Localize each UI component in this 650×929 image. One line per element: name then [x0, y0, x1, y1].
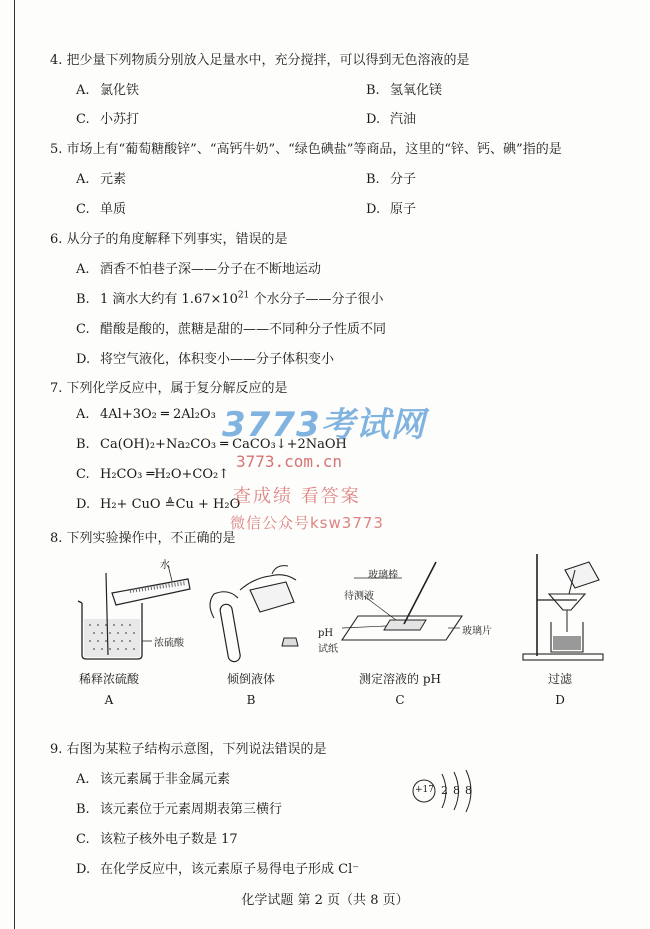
shell-3-electrons: 8 — [465, 784, 472, 797]
question-8-stem: 8. 下列实验操作中，不正确的是 — [50, 531, 236, 546]
q7-option-d[interactable]: D. H₂+ CuO ≜Cu + H₂O — [76, 497, 241, 512]
question-6-stem: 6. 从分子的角度解释下列事实，错误的是 — [50, 232, 288, 247]
figure-d-filtration — [515, 548, 610, 666]
q9-option-b[interactable]: B. 该元素位于元素周期表第三横行 — [76, 802, 283, 817]
shell-1-electrons: 2 — [441, 784, 448, 797]
figure-a-label-acid: 浓硫酸 — [154, 638, 184, 649]
q6-option-b[interactable]: B. 1 滴水大约有 $1.67\times 10^{21}$ 个水分子——分子很小 — [76, 290, 384, 307]
figure-a-label-water: 水 — [160, 560, 170, 571]
page-footer: 化学试题 第 2 页（共 8 页） — [241, 893, 409, 908]
figure-a-letter[interactable]: A — [104, 693, 114, 707]
figure-b-caption: 倾倒液体 — [226, 672, 275, 686]
question-9-stem: 9. 右图为某粒子结构示意图，下列说法错误的是 — [50, 742, 327, 757]
question-5-stem: 5. 市场上有“葡萄糖酸锌”、“高钙牛奶”、“绿色碘盐”等商品，这里的“锌、钙、碘”指的是 — [50, 142, 562, 157]
q9-option-d[interactable]: D. 在化学反应中，该元素原子易得电子形成 Cl⁻ — [76, 862, 360, 877]
q5-option-c[interactable]: C. 单质 — [76, 202, 127, 217]
shell-2-electrons: 8 — [453, 784, 460, 797]
question-7-stem: 7. 下列化学反应中，属于复分解反应的是 — [50, 381, 288, 396]
q7-option-b[interactable]: B. Ca(OH)₂+Na₂CO₃ ═ CaCO₃↓+2NaOH — [76, 437, 347, 452]
watermark-wechat: 微信公众号ksw3773 — [230, 514, 384, 532]
q5-option-d[interactable]: D. 原子 — [366, 202, 417, 217]
question-4-stem: 4. 把少量下列物质分别放入足量水中，充分搅拌，可以得到无色溶液的是 — [50, 53, 470, 68]
watermark-logo: 3773考试网 — [222, 405, 426, 445]
q7-option-c[interactable]: C. H₂CO₃ ═H₂O+CO₂↑ — [76, 467, 230, 482]
watermark-url: 3773.com.cn — [236, 452, 342, 471]
q6-option-c[interactable]: C. 醋酸是酸的，蔗糖是甜的——不同种分子性质不同 — [76, 322, 387, 337]
q4-option-c[interactable]: C. 小苏打 — [76, 112, 140, 127]
figure-c-caption: 测定溶液的 pH — [359, 672, 441, 686]
q9-option-c[interactable]: C. 该粒子核外电子数是 17 — [76, 832, 238, 847]
figure-c-label-ph: pH — [318, 628, 334, 639]
watermark-slogan: 查成绩 看答案 — [233, 486, 361, 507]
q4-option-d[interactable]: D. 汽油 — [366, 112, 417, 127]
q4-option-a[interactable]: A. 氯化铁 — [76, 83, 140, 98]
figure-c-label-solution: 待测液 — [344, 591, 374, 602]
q5-option-a[interactable]: A. 元素 — [76, 172, 127, 187]
figure-d-caption: 过滤 — [547, 672, 572, 686]
figure-c-measuring-ph — [330, 558, 480, 658]
figure-c-label-glass: 玻璃片 — [462, 626, 492, 637]
q4-option-b[interactable]: B. 氢氧化镁 — [366, 83, 443, 98]
figure-c-label-rod: 玻璃棒 — [368, 570, 398, 581]
figure-c-letter[interactable]: C — [395, 693, 405, 707]
q9-option-a[interactable]: A. 该元素属于非金属元素 — [76, 772, 231, 787]
q7-option-a[interactable]: A. 4Al+3O₂ ═ 2Al₂O₃ — [76, 407, 216, 422]
q6-option-a[interactable]: A. 酒香不怕巷子深——分子在不断地运动 — [76, 262, 322, 277]
figure-b-pouring-liquid — [200, 560, 310, 670]
particle-structure-diagram — [408, 766, 488, 816]
q6-option-d[interactable]: D. 将空气液化，体积变小——分子体积变小 — [76, 352, 335, 367]
q5-option-b[interactable]: B. 分子 — [366, 172, 417, 187]
figure-b-letter[interactable]: B — [246, 693, 256, 707]
figure-c-label-paper: 试纸 — [318, 644, 338, 655]
figure-a-caption: 稀释浓硫酸 — [78, 672, 139, 686]
binding-margin-line — [14, 0, 15, 929]
nucleus-charge: +17 — [415, 785, 434, 795]
figure-d-letter[interactable]: D — [555, 693, 565, 707]
